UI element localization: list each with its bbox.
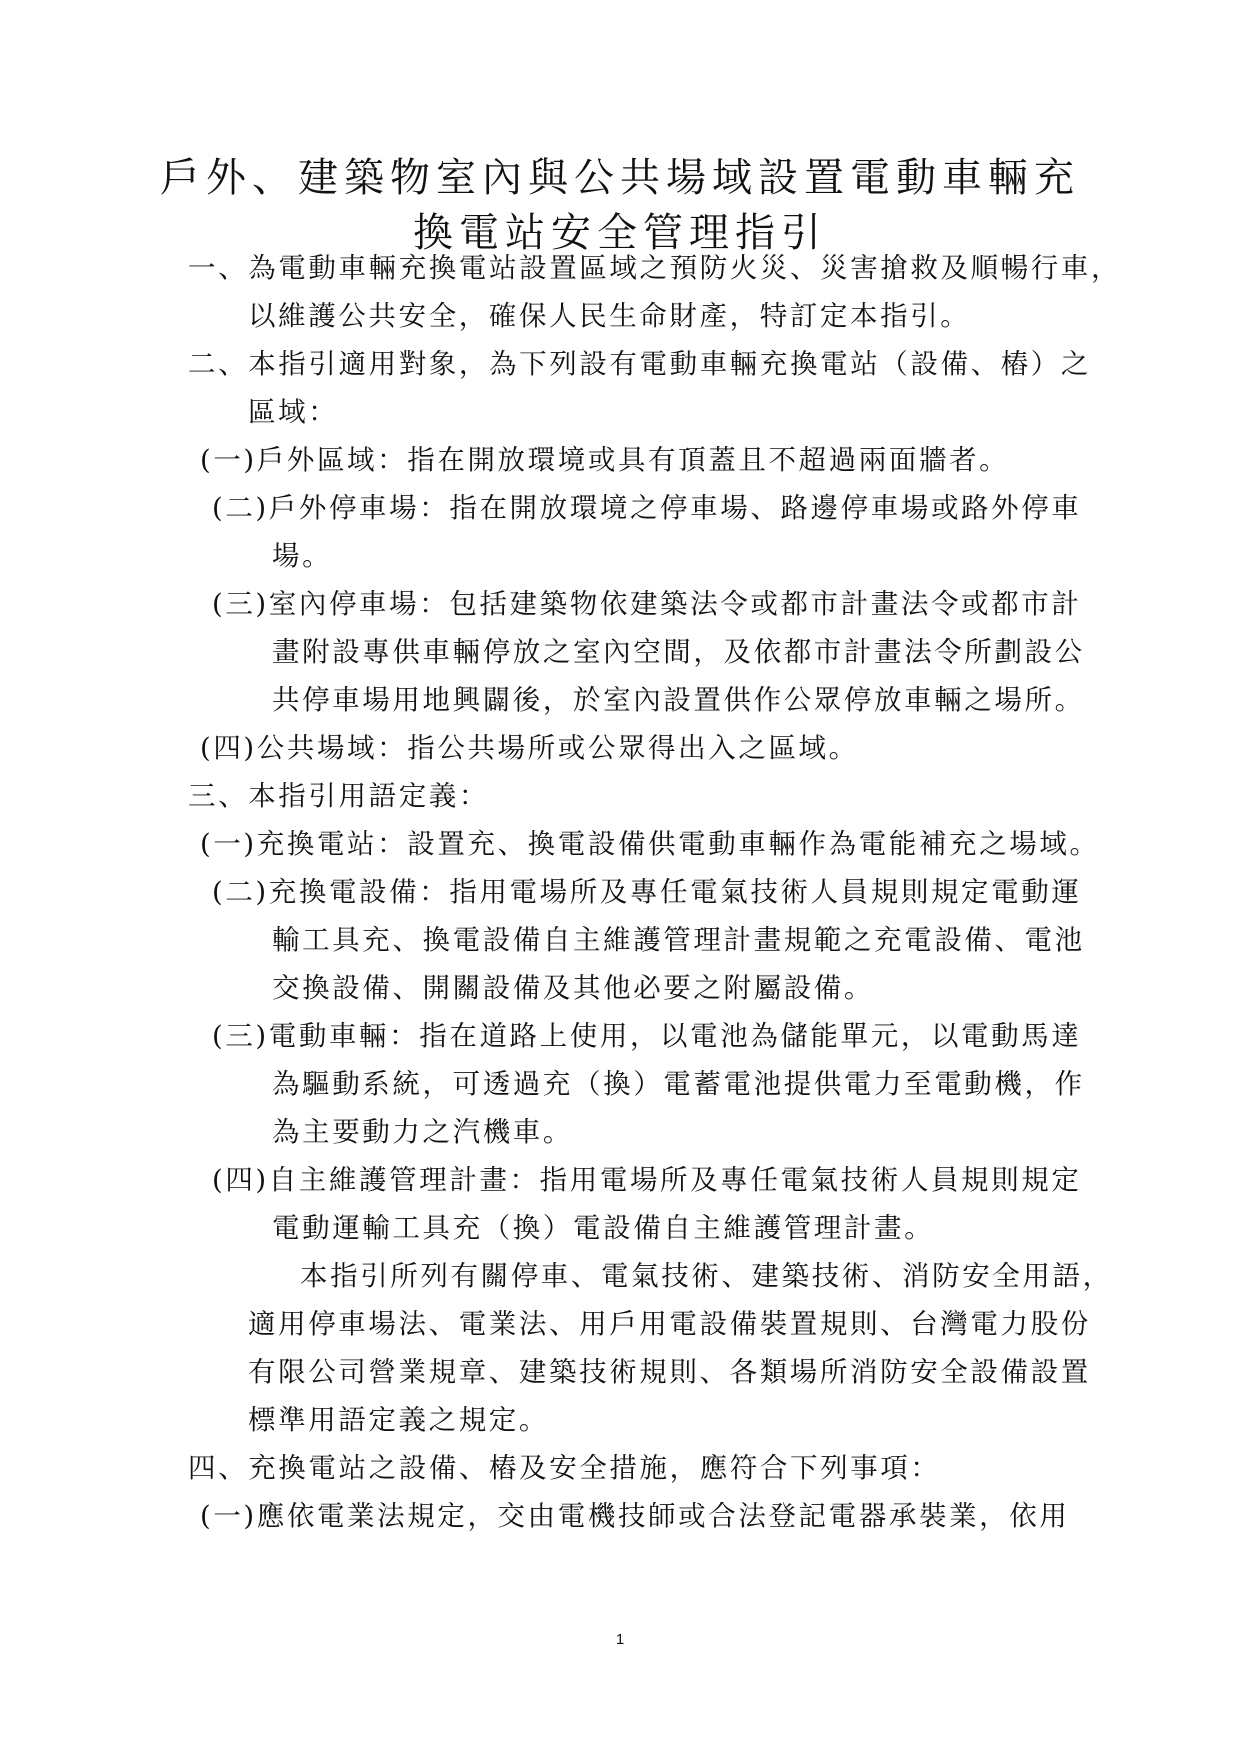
section-2-item-3-continuation-1: 畫附設專供車輛停放之室內空間，及依都市計畫法令所劃設公 — [272, 636, 1085, 668]
section-2-item-1: (一)戶外區域：指在開放環境或具有頂蓋且不超過兩面牆者。 — [200, 444, 1010, 476]
section-3-item-2-continuation-2: 交換設備、開關設備及其他必要之附屬設備。 — [272, 972, 874, 1004]
document-title-line-1: 戶外、建築物室內與公共場域設置電動車輛充 — [160, 155, 1080, 201]
section-2-continuation: 區域： — [248, 396, 339, 428]
section-3-item-1: (一)充換電站：設置充、換電設備供電動車輛作為電能補充之場域。 — [200, 828, 1100, 860]
section-3-note-continuation-1: 適用停車場法、電業法、用戶用電設備裝置規則、台灣電力股份 — [248, 1308, 1091, 1340]
section-1-heading: 一、為電動車輛充換電站設置區域之預防火災、災害搶救及順暢行車， — [188, 252, 1122, 284]
section-3-item-3: (三)電動車輛：指在道路上使用，以電池為儲能單元，以電動馬達 — [212, 1020, 1082, 1052]
section-4-heading: 四、充換電站之設備、樁及安全措施，應符合下列事項： — [188, 1452, 941, 1484]
section-2-heading: 二、本指引適用對象，為下列設有電動車輛充換電站（設備、樁）之 — [188, 348, 1091, 380]
section-3-item-3-continuation-2: 為主要動力之汽機車。 — [272, 1116, 573, 1148]
section-3-note-continuation-2: 有限公司營業規章、建築技術規則、各類場所消防安全設備設置 — [248, 1356, 1091, 1388]
section-3-item-3-continuation-1: 為驅動系統，可透過充（換）電蓄電池提供電力至電動機，作 — [272, 1068, 1085, 1100]
section-3-note-continuation-3: 標準用語定義之規定。 — [248, 1404, 549, 1436]
section-3-item-4: (四)自主維護管理計畫：指用電場所及專任電氣技術人員規則規定 — [212, 1164, 1082, 1196]
document-title-line-2: 換電站安全管理指引 — [413, 210, 827, 256]
section-3-item-2-continuation-1: 輸工具充、換電設備自主維護管理計畫規範之充電設備、電池 — [272, 924, 1085, 956]
section-2-item-4: (四)公共場域：指公共場所或公眾得出入之區域。 — [200, 732, 859, 764]
section-3-note-paragraph: 本指引所列有關停車、電氣技術、建築技術、消防安全用語， — [300, 1260, 1113, 1292]
section-4-item-1: (一)應依電業法規定，交由電機技師或合法登記電器承裝業，依用 — [200, 1500, 1070, 1532]
section-2-item-3: (三)室內停車場：包括建築物依建築法令或都市計畫法令或都市計 — [212, 588, 1082, 620]
section-3-item-2: (二)充換電設備：指用電場所及專任電氣技術人員規則規定電動運 — [212, 876, 1082, 908]
section-2-item-2-continuation: 場。 — [272, 540, 333, 572]
section-1-continuation: 以維護公共安全，確保人民生命財產，特訂定本指引。 — [248, 300, 971, 332]
section-3-item-4-continuation: 電動運輸工具充（換）電設備自主維護管理計畫。 — [272, 1212, 935, 1244]
page-number: 1 — [615, 1631, 625, 1648]
section-2-item-3-continuation-2: 共停車場用地興闢後，於室內設置供作公眾停放車輛之場所。 — [272, 684, 1085, 716]
section-3-heading: 三、本指引用語定義： — [188, 780, 489, 812]
section-2-item-2: (二)戶外停車場：指在開放環境之停車場、路邊停車場或路外停車 — [212, 492, 1082, 524]
